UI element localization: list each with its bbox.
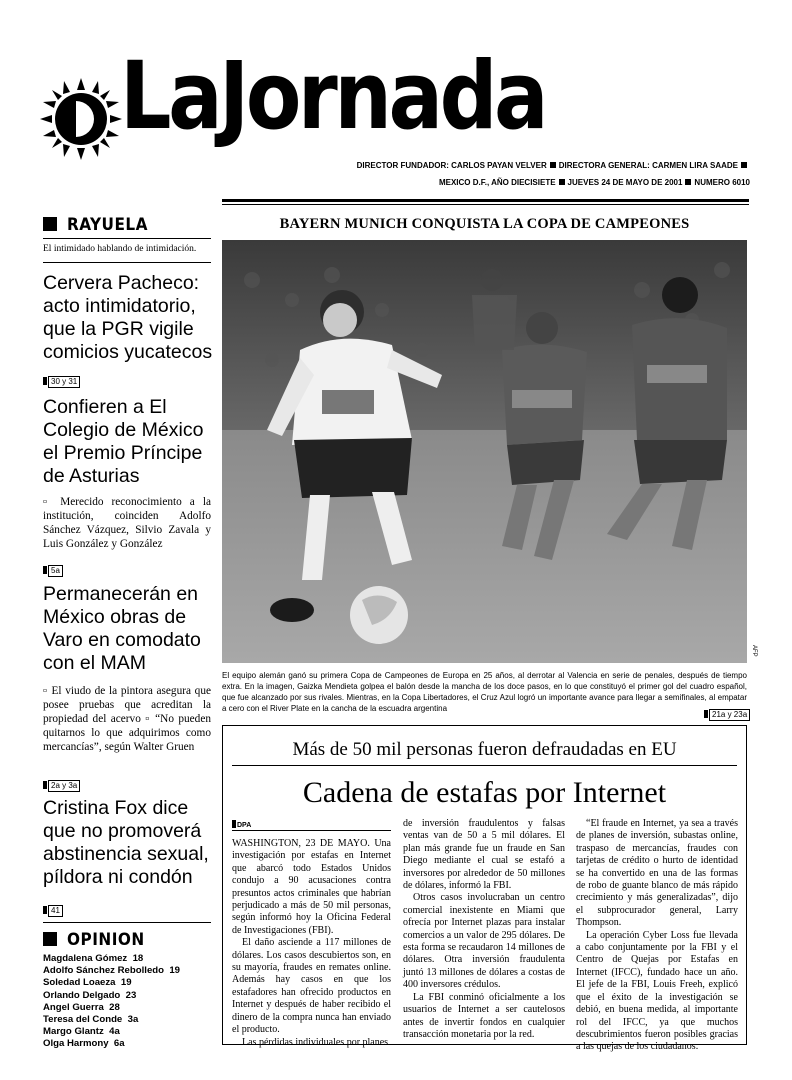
left-story-headline-3[interactable]: Permanecerán en México obras de Varo en comodato con el MAM — [43, 583, 201, 674]
rayuela-text: El intimidado hablando de intimidación. — [43, 244, 197, 254]
story-paragraph: Otros casos involucraban un centro comercial inexistente en Miami que ofrecía por Internet plazas para instalar comercios a un valor de 295 dólares. De esta forma se recaudaron 14 millones de dólares. Otra inversión fraudulenta juntó 13 millones de dólares a costas de 400 inversores crédulos. — [403, 892, 565, 991]
left-story-blurb-2: ▫ Merecido reconocimiento a la institución, coinciden Adolfo Sánchez Vázquez, Silvio Zavala y Luis González y González — [43, 496, 211, 550]
story-paragraph: La operación Cyber Loss fue llevada a cabo conjuntamente por la FBI y el Centro de Quejas por Estafas en Internet (IFCC), fundado hace un año. El jefe de la FBI, Louis Freeh, explicó que el éxito de la investigación se debió, en buena medida, al importante rol del IFCC, ya que muchos descubrimientos fueron posibles gracias a las quejas de los ciudadanos. — [576, 929, 738, 1053]
story-column-3 — [576, 818, 738, 1054]
page-ref-4[interactable]: 41 — [43, 900, 63, 918]
agency-rule — [232, 830, 391, 831]
opinion-header: OPINION — [43, 930, 145, 950]
photo-story-headline[interactable]: BAYERN MUNICH CONQUISTA LA COPA DE CAMPEONES — [279, 216, 690, 232]
opinion-item[interactable]: Adolfo Sánchez Rebolledo 19 — [43, 965, 181, 977]
story-paragraph: La FBI conminó oficialmente a los usuarios de Internet a ser cautelosos antes de invertir fondos en cualquier transacción monetaria por la red. — [403, 991, 565, 1040]
opinion-item[interactable]: Magdalena Gómez 18 — [43, 953, 144, 964]
rayuela-header: RAYUELA — [43, 215, 148, 235]
rayuela-rule — [43, 238, 211, 239]
opinion-item[interactable]: Margo Glantz 4a — [43, 1026, 120, 1038]
left-story-blurb-3: ▫ El viudo de la pintora asegura que posee pruebas que acreditan la propiedad del acervo ▫ “No pueden quitarnos lo que adquirimos como mercancías”, según Walter Gruen — [43, 685, 211, 753]
story-paragraph: WASHINGTON, 23 DE MAYO. Una investigación por estafas en Internet que abarcó todo Estados Unidos condujo a 90 acusaciones contra presuntos actos criminales que habrían perjudicado a más de 50 mil personas, según informó hoy la Oficina Federal de Investigaciones (FBI). — [232, 838, 391, 936]
edition-year: MEXICO D.F., AÑO DIECISIETE — [438, 178, 556, 187]
page-ref-1[interactable]: 30 y 31 — [43, 371, 80, 389]
masthead-rule-thin — [222, 204, 749, 205]
photo-credit: AFP — [751, 645, 757, 657]
opinion-item[interactable]: Teresa del Conde 3a — [43, 1014, 139, 1026]
opinion-item[interactable]: Olga Harmony 6a — [43, 1038, 125, 1050]
rayuela-rule-bottom — [43, 262, 211, 263]
photo-illustration — [222, 240, 747, 663]
story-column-2 — [403, 818, 565, 1041]
page-ref-2[interactable]: 5a — [43, 560, 63, 578]
opinion-item[interactable]: Orlando Delgado 23 — [43, 989, 137, 1001]
general-director: DIRECTORA GENERAL: CARMEN LIRA SAADE — [558, 161, 738, 170]
story-paragraph: Las pérdidas individuales por planes — [242, 1036, 389, 1048]
left-story-headline-4[interactable]: Cristina Fox dice que no promoverá abstinencia sexual, píldora ni condón — [43, 797, 209, 888]
issue-date: JUEVES 24 DE MAYO DE 2001 — [567, 178, 683, 187]
agency-tag: DPA — [232, 820, 251, 829]
main-story-headline[interactable]: Cadena de estafas por Internet — [302, 776, 667, 809]
founder-director: DIRECTOR FUNDADOR: CARLOS PAYAN VELVER — [356, 161, 547, 170]
photo-caption: El equipo alemán ganó su primera Copa de Campeones de Europa en 25 años, al derrotar al Valencia en serie de penales, después de tiempo extra. En la imagen, Gaizka Mendieta golpea el balón desde la mancha de los doce pasos, en lo que constituyó el primer gol del cuadro español, que fue alcanzado por sus rivales. Mientras, en la Copa Libertadores, el Cruz Azul logró un importante avance para llegar a semifinales, al empatar a cero con el River Plate en la cancha de la escuadra argentina — [222, 671, 747, 713]
masthead-directors — [357, 161, 750, 170]
story-column-1 — [232, 838, 391, 1049]
story-paragraph: “El fraude en Internet, ya sea a través de planes de inversión, subastas online, traspaso de mercancías, fraudes con tarjetas de crédito o hurto de identidad se ha convertido en una de las formas de robo de guante blanco de más rápido crecimiento y más generalizadas”, dijo el subprocurador general, Larry Thompson. — [576, 818, 738, 929]
masthead-rule — [222, 199, 749, 202]
page-ref-3[interactable]: 2a y 3a — [43, 775, 80, 793]
opinion-item[interactable]: Angel Guerra 28 — [43, 1001, 120, 1013]
soccer-match-photo[interactable] — [222, 240, 747, 663]
page-ref-photo[interactable]: 21a y 23a — [704, 704, 750, 722]
opinion-rule — [43, 922, 211, 923]
left-story-headline-2[interactable]: Confieren a El Colegio de México el Premio Príncipe de Asturias — [43, 396, 204, 487]
story-paragraph: de inversión fraudulentos y falsas ventas van de 50 a 5 mil dólares. El plan más grande fue un fraude en San Diego mediante el cual se estafó a inversores por alrededor de 50 millones de dólares, informó la FBI. — [403, 818, 565, 892]
issue-number: NUMERO 6010 — [694, 178, 750, 187]
story-paragraph: El daño asciende a 117 millones de dólares. Los casos descubiertos son, en su mayoría, fraudes en remates online. Además hay casos en que los estafadores han ofrecido productos en Internet y después de haber recibido el dinero de la compra nunca han enviado el producto. — [232, 937, 391, 1036]
opinion-item[interactable]: Soledad Loaeza 19 — [43, 977, 132, 989]
newspaper-logo: LaJornada — [120, 42, 546, 151]
masthead-dateline — [439, 178, 750, 187]
opinion-list — [43, 953, 218, 1051]
kicker-rule — [232, 765, 737, 766]
sun-logo-icon — [38, 76, 124, 162]
main-story-kicker: Más de 50 mil personas fueron defraudadas en EU — [292, 739, 677, 760]
left-story-headline-1[interactable]: Cervera Pacheco: acto intimidatorio, que la PGR vigile comicios yucatecos — [43, 272, 213, 363]
